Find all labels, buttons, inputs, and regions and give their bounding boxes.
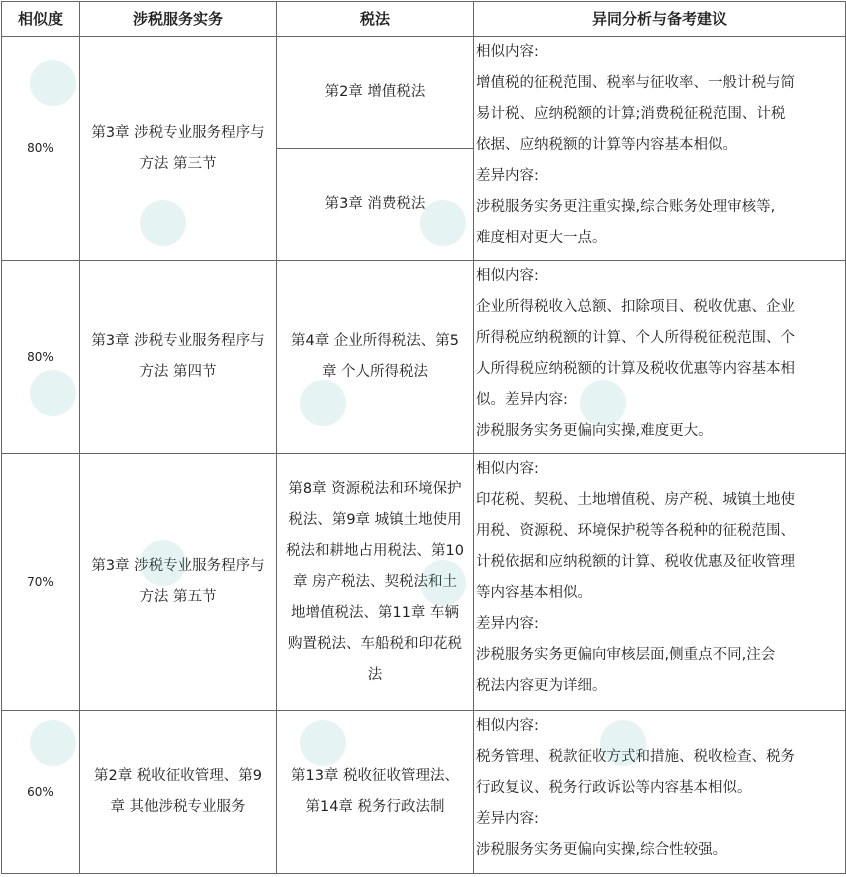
analysis-cell: 相似内容: 企业所得税收入总额、扣除项目、税收优惠、企业 所得税应纳税额的计算、个人所得税征税范围、个 人所得税应纳税额的计算及税收优惠等内容基本相 似。差异内容: 涉税服务实务更偏向实操,难度更大。: [474, 261, 846, 454]
tax-law-cell: 第3章 消费税法: [277, 149, 474, 261]
tax-law-cell: 第4章 企业所得税法、第5 章 个人所得税法: [277, 261, 474, 454]
header-practice: 涉税服务实务: [80, 2, 277, 37]
practice-cell: 第3章 涉税专业服务程序与 方法 第四节: [80, 261, 277, 454]
practice-cell: 第2章 税收征收管理、第9 章 其他涉税专业服务: [80, 711, 277, 874]
analysis-cell: 相似内容: 增值税的征税范围、税率与征收率、一般计税与简 易计税、应纳税额的计算;消费税征税范围、计税 依据、应纳税额的计算等内容基本相似。 差异内容: 涉税服务实务更注重实操,综合账务处理审核等, 难度相对更大一点。: [474, 37, 846, 261]
table-row: [2, 261, 846, 454]
similarity-cell: 80%: [2, 37, 80, 261]
tax-law-cell: 第13章 税收征收管理法、 第14章 税务行政法制: [277, 711, 474, 874]
header-tax-law: 税法: [277, 2, 474, 37]
table-row: [2, 37, 846, 149]
header-similarity: 相似度: [2, 2, 80, 37]
tax-law-cell: 第8章 资源税法和环境保护 税法、第9章 城镇土地使用 税法和耕地占用税法、第10 章 房产税法、契税法和土 地增值税法、第11章 车辆 购置税法、车船税和印花税 法: [277, 454, 474, 711]
practice-cell: 第3章 涉税专业服务程序与 方法 第三节: [80, 37, 277, 261]
header-analysis: 异同分析与备考建议: [474, 2, 846, 37]
table-row: [2, 454, 846, 711]
table-row: [2, 711, 846, 874]
analysis-cell: 相似内容: 税务管理、税款征收方式和措施、税收检查、税务 行政复议、税务行政诉讼等内容基本相似。 差异内容: 涉税服务实务更偏向实操,综合性较强。: [474, 711, 846, 874]
practice-cell: 第3章 涉税专业服务程序与 方法 第五节: [80, 454, 277, 711]
comparison-table: [1, 1, 846, 874]
similarity-cell: 60%: [2, 711, 80, 874]
analysis-cell: 相似内容: 印花税、契税、土地增值税、房产税、城镇土地使 用税、资源税、环境保护税等各税种的征税范围、 计税依据和应纳税额的计算、税收优惠及征收管理 等内容基本相似。 差异内容: 涉税服务实务更偏向审核层面,侧重点不同,注会 税法内容更为详细。: [474, 454, 846, 711]
similarity-cell: 80%: [2, 261, 80, 454]
header-row: [2, 2, 846, 37]
tax-law-cell: 第2章 增值税法: [277, 37, 474, 149]
similarity-cell: 70%: [2, 454, 80, 711]
